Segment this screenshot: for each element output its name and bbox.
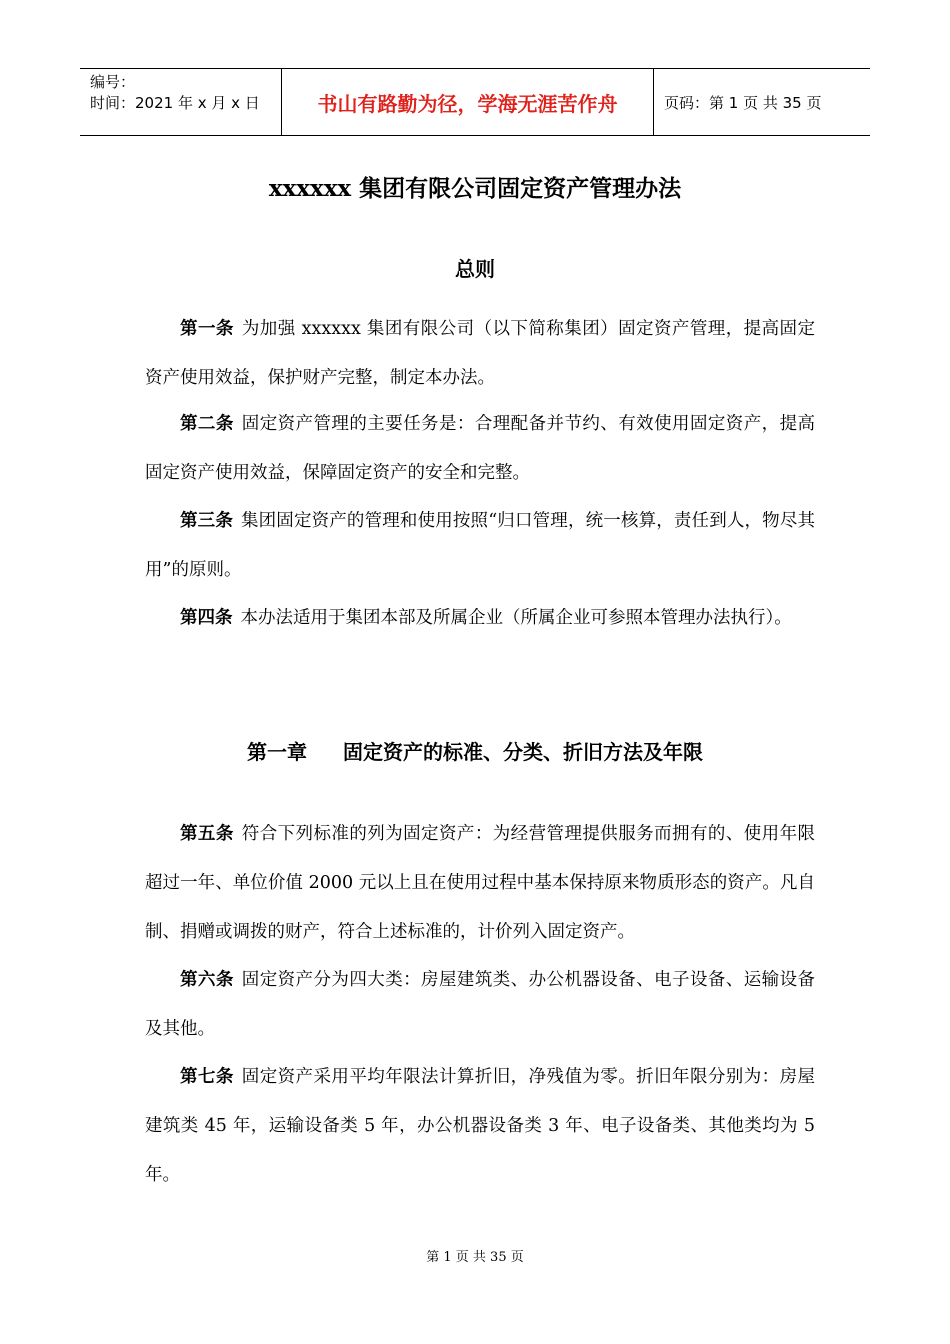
chapter-heading: [0, 736, 950, 765]
article-label: 第四条: [180, 608, 233, 628]
page-footer: 第 1 页 共 35 页: [426, 1250, 524, 1265]
document-title: xxxxxx 集团有限公司固定资产管理办法: [268, 175, 682, 202]
article-label: 第一条: [180, 319, 234, 339]
article-text: 固定资产分为四大类：房屋建筑类、办公机器设备、电子设备、运输设备及其他。: [145, 970, 815, 1039]
article-label: 第六条: [180, 970, 234, 990]
article-text: 集团固定资产的管理和使用按照“归口管理，统一核算，责任到人，物尽其用”的原则。: [145, 511, 815, 580]
chapter-number: 第一章: [247, 740, 307, 764]
article-label: 第三条: [180, 511, 233, 531]
chapter-title: 固定资产的标准、分类、折旧方法及年限: [343, 740, 703, 764]
header-meta: [80, 69, 281, 135]
article-text: 固定资产管理的主要任务是：合理配备并节约、有效使用固定资产，提高固定资产使用效益，保障固定资产的安全和完整。: [145, 414, 815, 483]
article-7: [145, 1053, 815, 1200]
header-motto: 书山有路勤为径，学海无涯苦作舟: [281, 69, 654, 135]
article-5: [145, 810, 815, 957]
time-label: 时间：2021 年 x 月 x 日: [90, 94, 260, 112]
article-text: 本办法适用于集团本部及所属企业（所属企业可参照本管理办法执行）。: [240, 608, 792, 628]
article-6: [145, 956, 815, 1054]
article-label: 第二条: [180, 414, 234, 434]
header-page-info: 页码：第 1 页 共 35 页: [664, 93, 822, 112]
article-label: 第七条: [180, 1067, 234, 1087]
article-2: [145, 400, 815, 498]
page-header: [80, 68, 870, 136]
article-3: [145, 497, 815, 595]
article-label: 第五条: [180, 824, 234, 844]
article-text: 固定资产采用平均年限法计算折旧，净残值为零。折旧年限分别为：房屋建筑类 45 年，运输设备类 5 年，办公机器设备类 3 年、电子设备类、其他类均为 5 年。: [145, 1067, 815, 1185]
article-1: [145, 305, 815, 403]
general-heading: 总则: [455, 257, 495, 281]
number-label: 编号：: [90, 73, 136, 91]
article-text: 符合下列标准的列为固定资产：为经营管理提供服务而拥有的、使用年限超过一年、单位价值 2000 元以上且在使用过程中基本保持原来物质形态的资产。凡自制、捐赠或调拨的财产，符合上述标准的，计价列入固定资产。: [145, 824, 815, 942]
article-text: 为加强 xxxxxx 集团有限公司（以下简称集团）固定资产管理，提高固定资产使用效益，保护财产完整，制定本办法。: [145, 319, 815, 388]
article-4: [145, 594, 815, 643]
